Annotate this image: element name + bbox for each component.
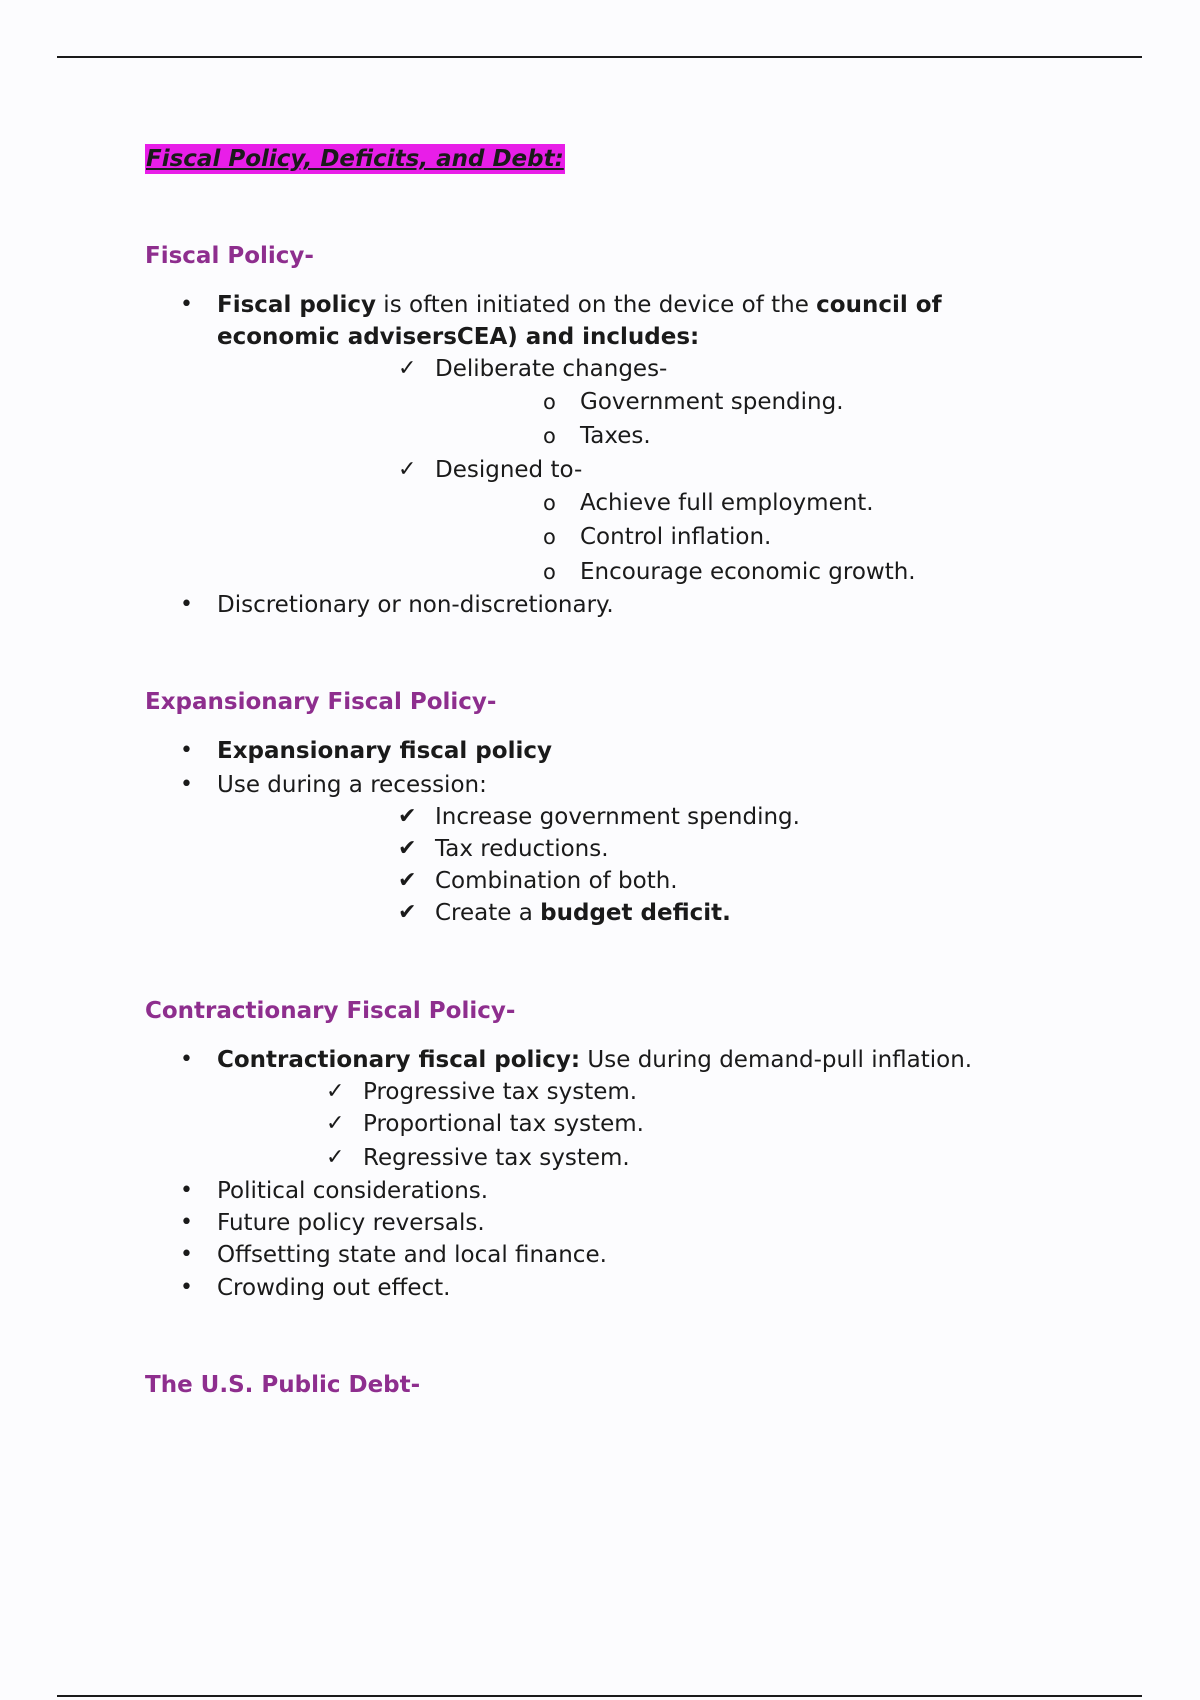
- footer-rule: [57, 1695, 1142, 1697]
- sub-item: Achieve full employment.: [580, 490, 874, 516]
- bullet-marker: •: [180, 1275, 193, 1300]
- bullet-marker: •: [180, 1210, 193, 1235]
- bullet-marker: •: [180, 1178, 193, 1203]
- bold-text: Contractionary fiscal policy:: [217, 1047, 581, 1073]
- bullet-marker: •: [180, 1047, 193, 1072]
- sub-item: Government spending.: [580, 389, 844, 415]
- body-text: is often initiated on the device of the: [376, 292, 817, 318]
- check-icon: ✔: [398, 836, 417, 861]
- check-icon: ✓: [398, 457, 417, 482]
- check-item: Increase government spending.: [435, 804, 800, 830]
- sub-bullet-marker: o: [543, 560, 556, 584]
- contractionary-bullet: Offsetting state and local finance.: [217, 1242, 607, 1268]
- header-rule: [57, 56, 1142, 58]
- bold-text: council of: [816, 292, 942, 318]
- expansionary-bullet-1: [217, 736, 552, 766]
- contractionary-bullet: Future policy reversals.: [217, 1210, 485, 1236]
- contractionary-bullet: Political considerations.: [217, 1178, 489, 1204]
- contractionary-bullet-1: [217, 1045, 972, 1075]
- bold-text: economic advisersCEA) and includes:: [217, 324, 700, 350]
- sub-bullet-marker: o: [543, 424, 556, 448]
- bullet-marker: •: [180, 738, 193, 763]
- bullet-marker: •: [180, 772, 193, 797]
- heading-expansionary: Expansionary Fiscal Policy-: [145, 689, 497, 715]
- sub-item: Taxes.: [580, 423, 651, 449]
- heading-public-debt: The U.S. Public Debt-: [145, 1372, 421, 1398]
- check-item-budget-deficit: [435, 898, 731, 928]
- expansionary-bullet-2: Use during a recession:: [217, 772, 487, 798]
- bold-text: Fiscal policy: [217, 292, 376, 318]
- bullet-marker: •: [180, 592, 193, 617]
- heading-fiscal-policy: Fiscal Policy-: [145, 243, 314, 269]
- check-icon: ✓: [326, 1079, 345, 1104]
- check-item: Combination of both.: [435, 868, 678, 894]
- check-item-deliberate-changes: Deliberate changes-: [435, 356, 668, 382]
- sub-item: Control inflation.: [580, 524, 772, 550]
- sub-item: Encourage economic growth.: [580, 559, 916, 585]
- check-icon: ✔: [398, 804, 417, 829]
- check-icon: ✔: [398, 900, 417, 925]
- check-icon: ✓: [326, 1111, 345, 1136]
- bullet-marker: •: [180, 1242, 193, 1267]
- sub-bullet-marker: o: [543, 390, 556, 414]
- check-icon: ✓: [398, 356, 417, 381]
- fiscal-policy-bullet-1: [217, 290, 942, 320]
- sub-bullet-marker: o: [543, 525, 556, 549]
- document-title: Fiscal Policy, Deficits, and Debt:: [146, 146, 564, 172]
- check-item: Progressive tax system.: [363, 1079, 638, 1105]
- bullet-marker: •: [180, 292, 193, 317]
- heading-contractionary: Contractionary Fiscal Policy-: [145, 998, 516, 1024]
- fiscal-policy-bullet-2: Discretionary or non-discretionary.: [217, 592, 614, 618]
- check-icon: ✓: [326, 1145, 345, 1170]
- body-text: Create a: [435, 900, 541, 926]
- fiscal-policy-bullet-1-line-2: [217, 322, 699, 352]
- check-item-designed-to: Designed to-: [435, 457, 583, 483]
- check-item: Tax reductions.: [435, 836, 609, 862]
- check-icon: ✔: [398, 868, 417, 893]
- contractionary-bullet: Crowding out effect.: [217, 1275, 451, 1301]
- check-item: Regressive tax system.: [363, 1145, 630, 1171]
- body-text: Use during demand-pull inflation.: [580, 1047, 973, 1073]
- bold-text: budget deficit.: [540, 900, 731, 926]
- sub-bullet-marker: o: [543, 491, 556, 515]
- check-item: Proportional tax system.: [363, 1111, 644, 1137]
- bold-text: Expansionary fiscal policy: [217, 738, 552, 764]
